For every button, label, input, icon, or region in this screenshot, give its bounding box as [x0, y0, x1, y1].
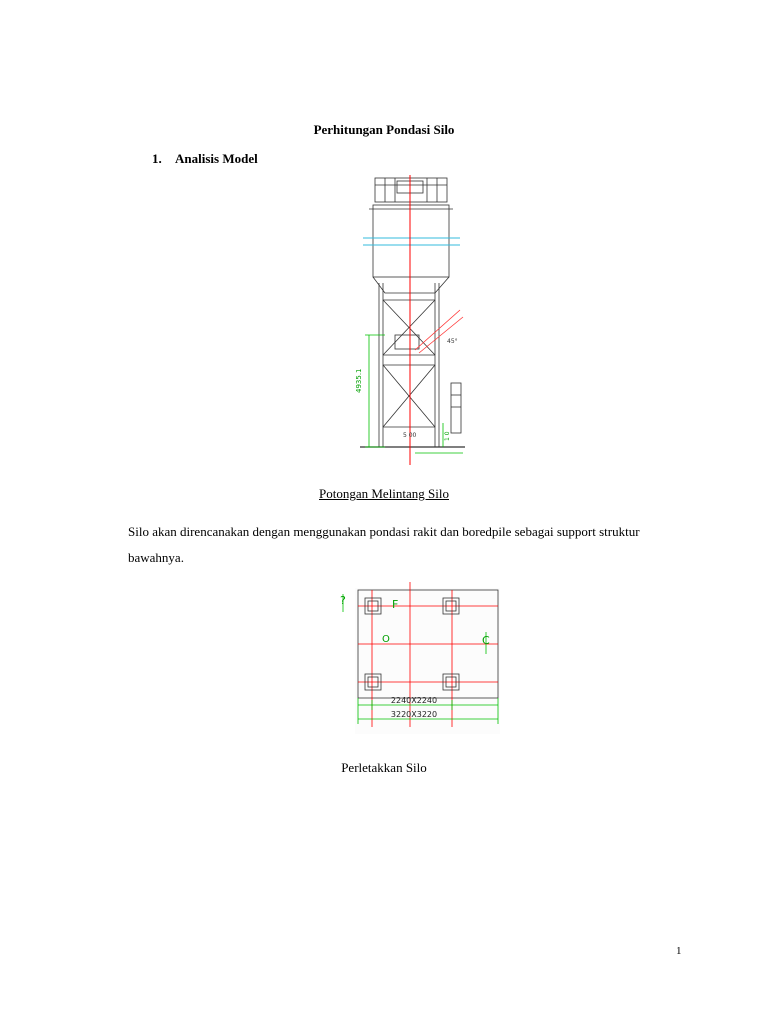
section-title: Analisis Model	[175, 151, 258, 166]
base-width-label: 5 00	[403, 432, 417, 439]
angle-label: 45°	[447, 338, 458, 345]
figure2-caption: Perletakkan Silo	[341, 760, 427, 775]
grid-label-center: O	[382, 634, 390, 645]
body-paragraph: Silo akan direncanakan dengan menggunakan pondasi rakit dan boredpile sebagai support struktur bawahnya.	[128, 524, 640, 565]
silo-placement-plan	[330, 582, 500, 734]
vertical-dimension-label: 4935.1	[355, 368, 363, 393]
grid-label-right: C	[482, 634, 490, 647]
silo-section-drawing	[355, 175, 465, 465]
page-number: 1	[676, 945, 682, 957]
page-title: Perhitungan Pondasi Silo	[313, 122, 455, 137]
small-dimension-label: 1 0	[444, 431, 451, 441]
grid-label-top: F	[392, 598, 399, 611]
figure1-caption: Potongan Melintang Silo	[319, 486, 449, 501]
outer-dimension-label: 3220X3220	[390, 710, 438, 719]
inner-dimension-label: 2240X2240	[390, 696, 438, 705]
grid-label-left: ?	[340, 594, 346, 607]
section-number: 1.	[152, 151, 162, 166]
